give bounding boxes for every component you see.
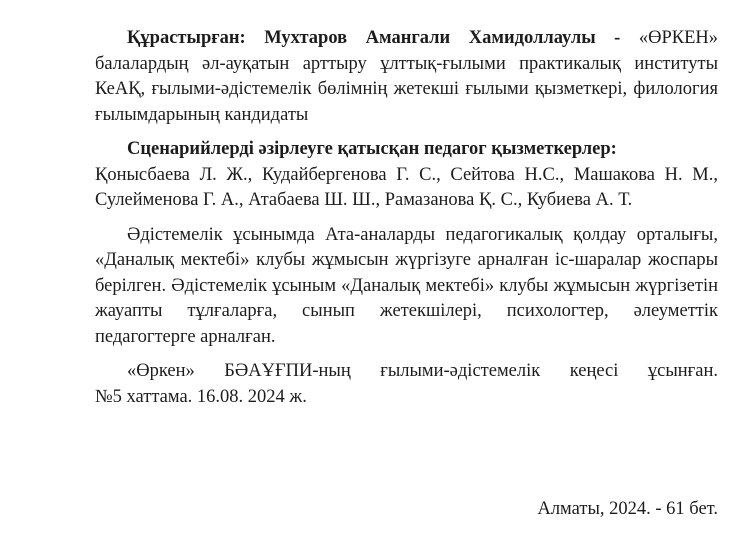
text-line: Әдістемелік ұсынымда Ата-аналарды педагогикалық қолдау орталығы, xyxy=(127,224,718,245)
text-line: жауапты тұлғаларға, сынып жетекшілері, психологтер, әлеуметтік xyxy=(95,301,718,321)
text-line: ғылымдарының кандидаты xyxy=(95,104,309,125)
imprint-line: Алматы, 2024. - 61 бет. xyxy=(537,499,718,519)
para-recommendation xyxy=(95,223,718,351)
text-line: балалардың әл-ауқатын арттыру ұлттық-ғылыми практикалық институты xyxy=(95,53,718,74)
compiler-bold-label: Құрастырған: Мухтаров Амангали Хамидоллаулы - xyxy=(127,28,621,48)
text-line xyxy=(95,26,718,52)
text-line: «Даналық мектебі» клубы жұмысын жүргізуге арналған іс-шаралар жоспары xyxy=(95,250,718,270)
text-line: Сулейменова Г. А., Атабаева Ш. Ш., Рамазанова Қ. С., Кубиева А. Т. xyxy=(95,190,633,210)
text-line: «Өркен» БӘАҰҒПИ-ның ғылыми-әдістемелік кеңесі ұсынған. xyxy=(127,361,718,381)
contributors-heading: Сценарийлерді әзірлеуге қатысқан педагог қызметкерлер: xyxy=(127,139,617,159)
para-approval xyxy=(95,359,718,410)
para-contributors xyxy=(95,137,718,214)
text-line: КеАҚ, ғылыми-әдістемелік бөлімнің жетекші ғылыми қызметкері, филология xyxy=(95,79,718,99)
text-line: берілген. Әдістемелік ұсыным «Даналық мектебі» клубы жұмысын жүргізетін xyxy=(95,275,718,296)
text-line: педагогтерге арналған. xyxy=(95,326,276,347)
compiler-line1-rest: «ӨРКЕН» xyxy=(620,28,718,48)
para-compiler xyxy=(95,26,718,128)
text-line: №5 хаттама. 16.08. 2024 ж. xyxy=(95,386,307,407)
text-line: Қонысбаева Л. Ж., Кудайбергенова Г. С., Сейтова Н.С., Машакова Н. М., xyxy=(95,164,718,185)
